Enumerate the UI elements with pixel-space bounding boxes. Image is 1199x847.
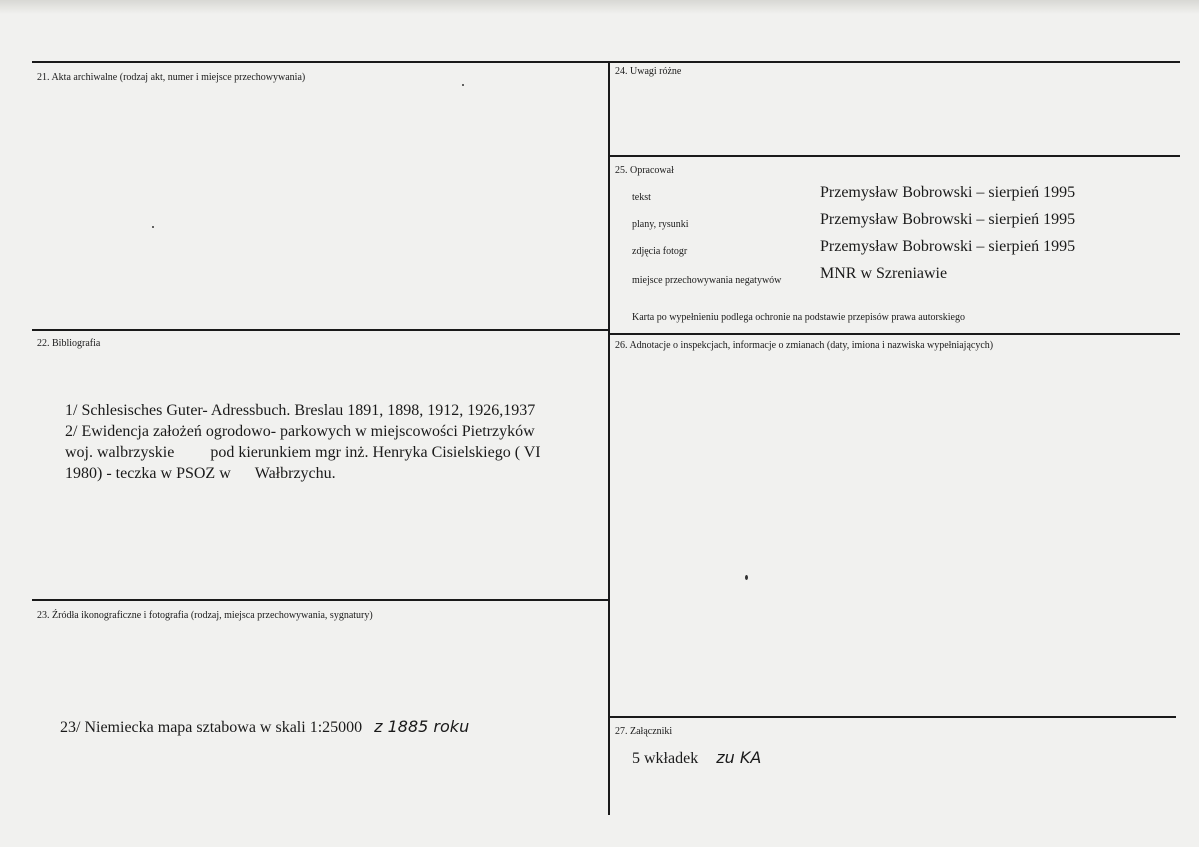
- author-row-value-negatives: MNR w Szreniawie: [820, 265, 948, 282]
- speck: [152, 226, 154, 228]
- author-row-label-negatives: miejsce przechowywania negatywów: [632, 275, 782, 286]
- author-row-label-plans: plany, rysunki: [632, 219, 689, 230]
- section-26-label: 26. Adnotacje o inspekcjach, informacje o zmianach (daty, imiona i nazwiska wypełniających): [615, 340, 994, 351]
- section-22-label: 22. Bibliografia: [37, 338, 101, 349]
- author-row-value-plans: Przemysław Bobrowski – sierpień 1995: [820, 211, 1076, 228]
- bibliography-line-3: [65, 442, 585, 463]
- copyright-notice: Karta po wypełnieniu podlega ochronie na podstawie przepisów prawa autorskiego: [632, 312, 965, 323]
- author-row-label-text: tekst: [632, 192, 651, 203]
- author-row-value-photos: Przemysław Bobrowski – sierpień 1995: [820, 238, 1076, 255]
- iconography-entry: [60, 717, 469, 738]
- bibliography-line-1: 1/ Schlesisches Guter- Adressbuch. Breslau 1891, 1898, 1912, 1926,1937: [65, 402, 536, 419]
- top-rule: [32, 61, 1180, 63]
- rule-22-23: [32, 599, 610, 601]
- speck: [462, 84, 464, 86]
- section-21-label: 21. Akta archiwalne (rodzaj akt, numer i miejsce przechowywania): [37, 72, 306, 83]
- author-row-label-photos: zdjęcia fotogr: [632, 246, 688, 257]
- rule-26-27: [610, 716, 1176, 718]
- iconography-entry-text: 23/ Niemiecka mapa sztabowa w skali 1:25000: [60, 719, 363, 736]
- bibliography-line-2: 2/ Ewidencja założeń ogrodowo- parkowych w miejscowości Pietrzyków: [65, 423, 535, 440]
- attachments-entry: [632, 748, 761, 769]
- rule-25-26: [610, 333, 1180, 335]
- bibliography-line-3b: pod kierunkiem mgr inż. Henryka Cisielskiego ( VI: [210, 444, 541, 461]
- section-23-label: 23. Źródła ikonograficzne i fotografia (rodzaj, miejsca przechowywania, sygnatury): [37, 610, 373, 621]
- bibliography-line-4: [65, 463, 585, 484]
- section-24-label: 24. Uwagi różne: [615, 66, 682, 77]
- scan-edge: [0, 0, 1199, 14]
- section-27-label: 27. Załączniki: [615, 726, 673, 737]
- rule-24-25: [610, 155, 1180, 157]
- bibliography-line-3a: woj. walbrzyskie: [65, 444, 175, 461]
- section-25-label: 25. Opracował: [615, 165, 674, 176]
- attachments-entry-text: 5 wkładek: [632, 750, 699, 767]
- rule-21-22: [32, 329, 610, 331]
- speck: [745, 575, 748, 580]
- bibliography-line-4a: 1980) - teczka w PSOZ w: [65, 465, 231, 482]
- bibliography-entries: [65, 400, 585, 484]
- bibliography-line-4b: Wałbrzychu.: [254, 465, 336, 482]
- author-row-value-text: Przemysław Bobrowski – sierpień 1995: [820, 184, 1076, 201]
- attachments-handwritten-note: zu KA: [716, 748, 762, 767]
- column-divider: [608, 61, 610, 815]
- iconography-handwritten-note: z 1885 roku: [374, 717, 470, 736]
